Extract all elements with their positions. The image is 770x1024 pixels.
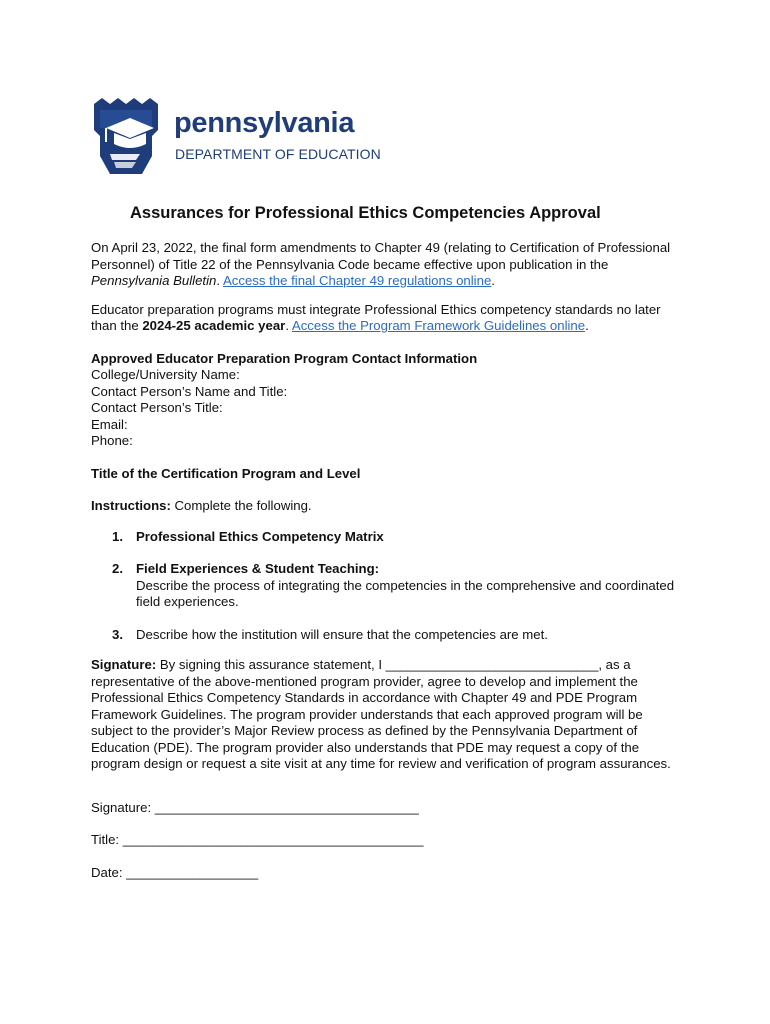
intro-p2-text: Educator preparation programs must integrate Professional Ethics competency standards no later than the [91, 301, 661, 333]
document-body [91, 203, 681, 881]
instruction-list [91, 529, 681, 644]
list-item-number: 2. [112, 561, 123, 576]
intro-p2-bold: 2024-25 academic year [142, 318, 286, 333]
contact-heading-text: Approved Educator Preparation Program Contact Information [91, 350, 478, 366]
signature-statement-text: By signing this assurance statement, I _____________________________, as a representative of the above-mentioned program provider, agree to develop and implement the Professional Ethics Competency Standards in accordance with Chapter 49 and PDE Program Framework Guidelines. The program provider understands that each approved program will be subject to the provider’s Major Review process as defined by the Pennsylvania Department of Education (PDE). The program provider also understands that PDE may request a copy of the program design or request a site visit at any time for review and verification of program assurances. [91, 657, 671, 771]
program-title-heading [91, 466, 681, 483]
instructions-label: Instructions: [91, 498, 171, 513]
intro-p2-after-bold: . [285, 318, 292, 333]
contact-field-person-name: Contact Person’s Name and Title: [91, 383, 288, 399]
signature-statement [91, 657, 681, 773]
logo-wordmark: pennsylvania [174, 107, 355, 139]
list-item-2 [91, 561, 681, 611]
list-item-title: Professional Ethics Competency Matrix [136, 528, 384, 544]
page-title: Assurances for Professional Ethics Competencies Approval [130, 204, 601, 222]
intro-paragraph-1 [91, 240, 681, 290]
chapter-49-regulations-link[interactable]: Access the final Chapter 49 regulations online [222, 273, 492, 288]
contact-field-phone: Phone: [91, 433, 133, 448]
list-item-description: Describe how the institution will ensure that the competencies are met. [136, 626, 548, 642]
program-title-text: Title of the Certification Program and Level [91, 465, 361, 481]
instructions [91, 498, 681, 515]
instructions-text: Complete the following. [170, 498, 312, 513]
logo-department: DEPARTMENT OF EDUCATION [175, 146, 381, 162]
intro-paragraph-2 [91, 302, 681, 335]
signature-statement-label: Signature: [91, 657, 157, 672]
list-item-3 [91, 627, 681, 644]
intro-p1-end: . [491, 273, 495, 288]
list-item-number: 1. [112, 528, 123, 544]
intro-p1-italic: Pennsylvania Bulletin [91, 273, 217, 288]
contact-field-email: Email: [91, 416, 128, 432]
intro-p2-end: . [585, 318, 589, 333]
program-framework-guidelines-link[interactable]: Access the Program Framework Guidelines online [291, 318, 586, 333]
date-field[interactable]: Date: __________________ [91, 864, 259, 880]
intro-p1-after-italic: . [216, 273, 223, 288]
signature-field[interactable]: Signature: ____________________________________ [91, 799, 419, 815]
keystone-graduation-cap-icon [92, 96, 172, 176]
intro-p1-text: On April 23, 2022, the final form amendments to Chapter 49 (relating to Certification of Professional Personnel) of Title 22 of the Pennsylvania Code became effective upon publication in the [91, 240, 671, 272]
list-item-title: Field Experiences & Student Teaching: [136, 561, 380, 576]
contact-heading [91, 351, 681, 368]
signature-fields [91, 800, 681, 882]
pde-logo [92, 96, 402, 176]
list-item-number: 3. [112, 626, 123, 642]
title-field[interactable]: Title: _________________________________________ [91, 832, 424, 847]
contact-field-person-title: Contact Person’s Title: [91, 400, 223, 415]
list-item-1 [91, 529, 681, 546]
contact-field-college: College/University Name: [91, 367, 240, 382]
list-item-description: Describe the process of integrating the competencies in the comprehensive and coordinated field experiences. [136, 577, 675, 609]
